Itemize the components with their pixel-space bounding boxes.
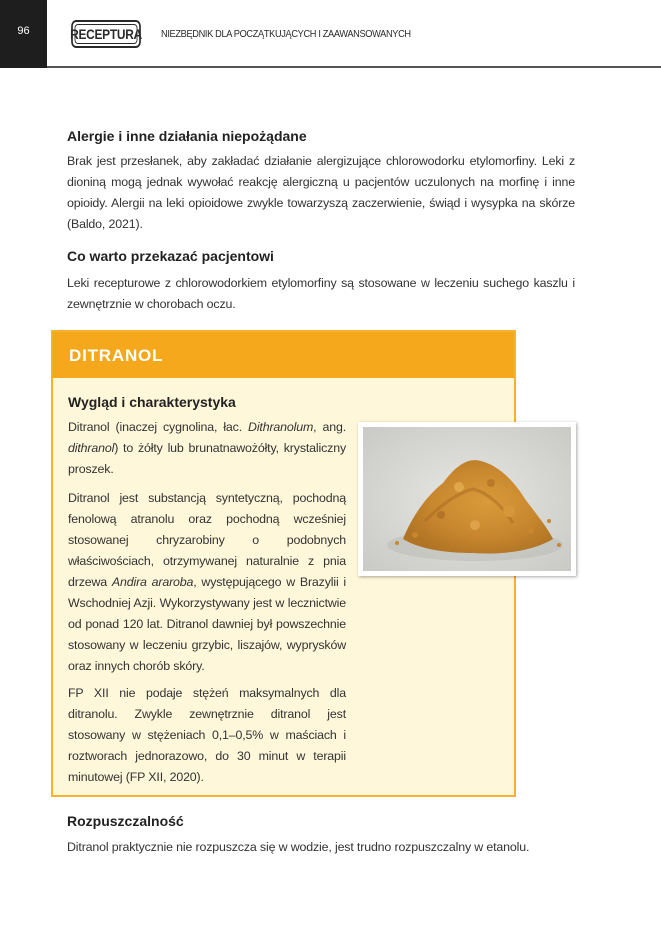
section-title-patient: Co warto przekazać pacjentowi (67, 248, 274, 264)
appearance-paragraph-3: FP XII nie podaje stężeń maksymalnych dla ditranolu. Zwykle zewnętrznie ditranol jest stosowany w stężeniach 0,1–0,5% w maściach i roztworach jednorazowo, do 30 minut w terapii minutowej (FP XII, 2020). (68, 686, 346, 784)
ditranol-powder-photo (363, 427, 571, 571)
appearance-paragraph-2: Ditranol jest substancją syntetyczną, pochodną fenolową atranolu oraz pochodną wcześniej stosowanej chryzarobiny o podobnych właściwościach, otrzymywanej naturalnie z pnia drzewa Andira araroba, występującego w Brazylii i Wschodniej Azji. Wykorzystywany jest w lecznictwie od ponad 120 lat. Ditranol dawniej był powszechnie stosowany w leczeniu grzybic, liszajów, wyprysków oraz innych chorób skóry. (68, 491, 346, 673)
patient-paragraph: Leki recepturowe z chlorowodorkiem etylomorfiny są stosowane w leczeniu suchego kaszlu i zewnętrznie w chorobach oczu. (67, 276, 575, 311)
section-title-solubility: Rozpuszczalność (67, 813, 184, 829)
header-rule (47, 66, 661, 68)
solubility-paragraph: Ditranol praktycznie nie rozpuszcza się w wodzie, jest trudno rozpuszczalny w etanolu. (67, 840, 530, 854)
allergy-paragraph: Brak jest przesłanek, aby zakładać działanie alergizujące chlorowodorku etylomorfiny. Leki z dioniną mogą jednak wywołać reakcję alergiczną u pacjentów uczulonych na morfinę i inne opioidy. Alergii na leki opioidowe zwykle towarzyszą zaczerwienie, świąd i wysypka na skórze (Baldo, 2021). (67, 154, 575, 231)
header-tagline: NIEZBĘDNIK DLA POCZĄTKUJĄCYCH I ZAAWANSOWANYCH (161, 28, 411, 40)
appearance-paragraph-1: Ditranol (inaczej cygnolina, łac. Dithranolum, ang. dithranol) to żółty lub brunatnawożółty, krystaliczny proszek. (68, 420, 346, 476)
page-header (0, 0, 661, 68)
page-number: 96 (0, 0, 47, 68)
brand-logo: RECEPTURA (71, 20, 141, 48)
box-title: DITRANOL (69, 346, 164, 365)
powder-pile-illustration (363, 427, 571, 571)
box-header (53, 332, 514, 378)
ditranol-photo-frame (358, 422, 576, 576)
appearance-title: Wygląd i charakterystyka (68, 394, 236, 410)
section-title-allergy: Alergie i inne działania niepożądane (67, 128, 307, 144)
